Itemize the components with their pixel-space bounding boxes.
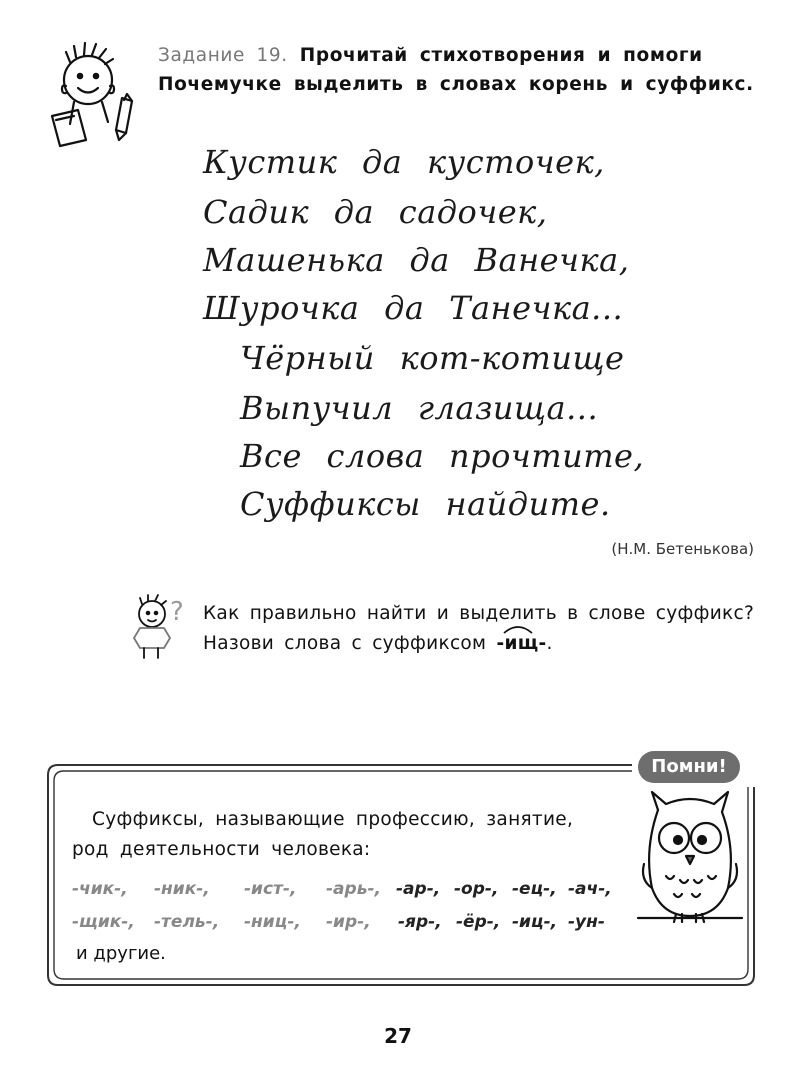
poem-attribution: (Н.М. Бетенькова)	[611, 540, 754, 558]
poem-line-4: Шурочка да Танечка...	[203, 289, 624, 327]
suffix-item: -ир-,	[326, 912, 371, 932]
suffix-item: -щик-,	[72, 912, 135, 932]
suffix-item: -тель-,	[154, 912, 220, 932]
suffix-item: -ист-,	[244, 879, 297, 899]
suffix-item: -ник-,	[154, 879, 210, 899]
poem-line-7: Все слова прочтите,	[240, 437, 645, 475]
suffix-ish-text: -ищ-	[496, 633, 547, 654]
poem-line-5: Чёрный кот-котище	[240, 339, 625, 377]
boy-with-pencil-icon	[44, 40, 142, 150]
suffix-ish	[496, 632, 546, 656]
question-line-2	[203, 632, 553, 656]
question-line-2-text: Назови слова с суффиксом	[203, 633, 497, 654]
question-line-2-end: .	[546, 633, 553, 654]
suffix-arc-mark	[503, 624, 533, 634]
suffix-item: -арь-,	[326, 879, 381, 899]
question-line-1: Как правильно найти и выделить в слове суффикс?	[203, 603, 755, 624]
rule-text-line-2: род деятельности человека:	[72, 839, 371, 860]
suffix-item: -ун-	[568, 912, 605, 932]
poem-line-1: Кустик да кусточек,	[203, 143, 605, 181]
suffix-item: -иц-,	[512, 912, 558, 932]
suffix-item: -ор-,	[454, 879, 499, 899]
poem-line-2: Садик да садочек,	[203, 193, 548, 231]
suffix-item: -ниц-,	[244, 912, 301, 932]
rule-others: и другие.	[76, 943, 166, 964]
task-number: Задание 19.	[158, 45, 288, 66]
poem-line-6: Выпучил глазища...	[240, 389, 599, 427]
task-text-line-1: Прочитай стихотворения и помоги	[299, 45, 703, 66]
owl-icon	[636, 790, 744, 930]
page-number: 27	[384, 1024, 412, 1048]
suffix-item: -ач-,	[568, 879, 612, 899]
rule-text-line-1: Суффиксы, называющие профессию, занятие,	[92, 809, 574, 830]
svg-text:?: ?	[170, 597, 184, 627]
suffix-item: -яр-,	[398, 912, 442, 932]
thinking-boy-icon	[126, 594, 192, 662]
suffix-item: -ёр-,	[456, 912, 501, 932]
poem-line-3: Машенька да Ванечка,	[203, 241, 630, 279]
suffix-item: -ар-,	[396, 879, 441, 899]
suffix-item: -чик-,	[72, 879, 128, 899]
task-heading	[158, 44, 703, 68]
suffix-item: -ец-,	[512, 879, 557, 899]
poem-line-8: Суффиксы найдите.	[240, 485, 611, 523]
remember-badge: Помни!	[638, 751, 740, 783]
task-text-line-2: Почемучке выделить в словах корень и суффикс.	[158, 74, 754, 95]
